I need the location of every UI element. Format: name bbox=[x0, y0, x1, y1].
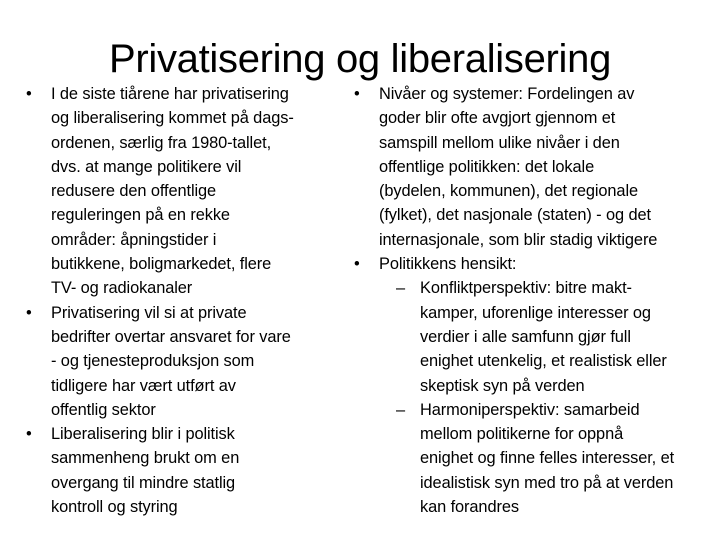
text-line: tidligere har vært utført av bbox=[51, 376, 236, 395]
bullet-marker: • bbox=[26, 303, 32, 322]
text-line: ordenen, særlig fra 1980-tallet, bbox=[51, 133, 272, 152]
text-line: mellom politikerne for oppnå bbox=[420, 425, 624, 444]
sub-bullet-marker: – bbox=[396, 400, 406, 419]
right-column bbox=[352, 82, 714, 519]
text-line: redusere den offentlige bbox=[51, 182, 217, 201]
bullet-marker: • bbox=[26, 85, 32, 103]
text-line: enighet utenkelig, et realistisk eller bbox=[420, 352, 667, 371]
slide-title: Privatisering og liberalisering bbox=[108, 36, 612, 81]
text-line: kan forandres bbox=[420, 498, 519, 517]
sub-bullet-konfliktperspektiv bbox=[352, 276, 714, 397]
text-line: Nivåer og systemer: Fordelingen av bbox=[379, 85, 635, 103]
left-column bbox=[24, 82, 340, 519]
text-line: butikkene, boligmarkedet, flere bbox=[51, 255, 272, 274]
text-line: reguleringen på en rekke bbox=[51, 206, 230, 225]
text-line: og liberalisering kommet på dags- bbox=[51, 109, 294, 128]
text-line: (bydelen, kommunen), det regionale bbox=[379, 182, 639, 201]
text-line: sammenheng brukt om en bbox=[51, 449, 240, 468]
text-line: kamper, uforenlige interesser og bbox=[420, 303, 651, 322]
text-line: offentlig sektor bbox=[51, 400, 156, 419]
text-line: skeptisk syn på verden bbox=[420, 376, 585, 395]
text-line: offentlige politikken: det lokale bbox=[379, 157, 595, 176]
bullet-marker: • bbox=[26, 425, 32, 444]
text-line: samspill mellom ulike nivåer i den bbox=[379, 133, 620, 152]
text-line: Liberalisering blir i politisk bbox=[51, 425, 235, 444]
text-line: goder blir ofte avgjort gjennom et bbox=[379, 109, 616, 128]
sub-bullet-harmoniperspektiv bbox=[352, 398, 714, 519]
bullet-liberalisering-definition bbox=[24, 422, 340, 519]
text-line: I de siste tiårene har privatisering bbox=[51, 85, 289, 103]
text-line: - og tjenesteproduksjon som bbox=[51, 352, 255, 371]
text-line: Harmoniperspektiv: samarbeid bbox=[420, 400, 640, 419]
bullet-marker: • bbox=[354, 255, 360, 274]
text-line: (fylket), det nasjonale (staten) - og det bbox=[379, 206, 651, 225]
text-line: enighet og finne felles interesser, et bbox=[420, 449, 675, 468]
text-line: bedrifter overtar ansvaret for vare bbox=[51, 327, 291, 346]
text-line: områder: åpningstider i bbox=[51, 230, 217, 249]
sub-bullet-marker: – bbox=[396, 279, 406, 298]
text-line: verdier i alle samfunn gjør full bbox=[420, 327, 631, 346]
text-line: Privatisering vil si at private bbox=[51, 303, 247, 322]
text-line: overgang til mindre statlig bbox=[51, 473, 236, 492]
bullet-politikkens-hensikt bbox=[352, 252, 714, 276]
text-line: internasjonale, som blir stadig viktigere bbox=[379, 230, 658, 249]
bullet-nivaer-og-systemer bbox=[352, 82, 714, 252]
text-line: idealistisk syn med tro på at verden bbox=[420, 473, 674, 492]
text-line: Politikkens hensikt: bbox=[379, 255, 517, 274]
bullet-privatisering-definition bbox=[24, 301, 340, 422]
bullet-privatisering-intro bbox=[24, 82, 340, 301]
text-line: Konfliktperspektiv: bitre makt- bbox=[420, 279, 632, 298]
text-line: dvs. at mange politikere vil bbox=[51, 157, 242, 176]
text-line: TV- og radiokanaler bbox=[51, 279, 193, 298]
text-line: kontroll og styring bbox=[51, 498, 178, 517]
bullet-marker: • bbox=[354, 85, 360, 103]
